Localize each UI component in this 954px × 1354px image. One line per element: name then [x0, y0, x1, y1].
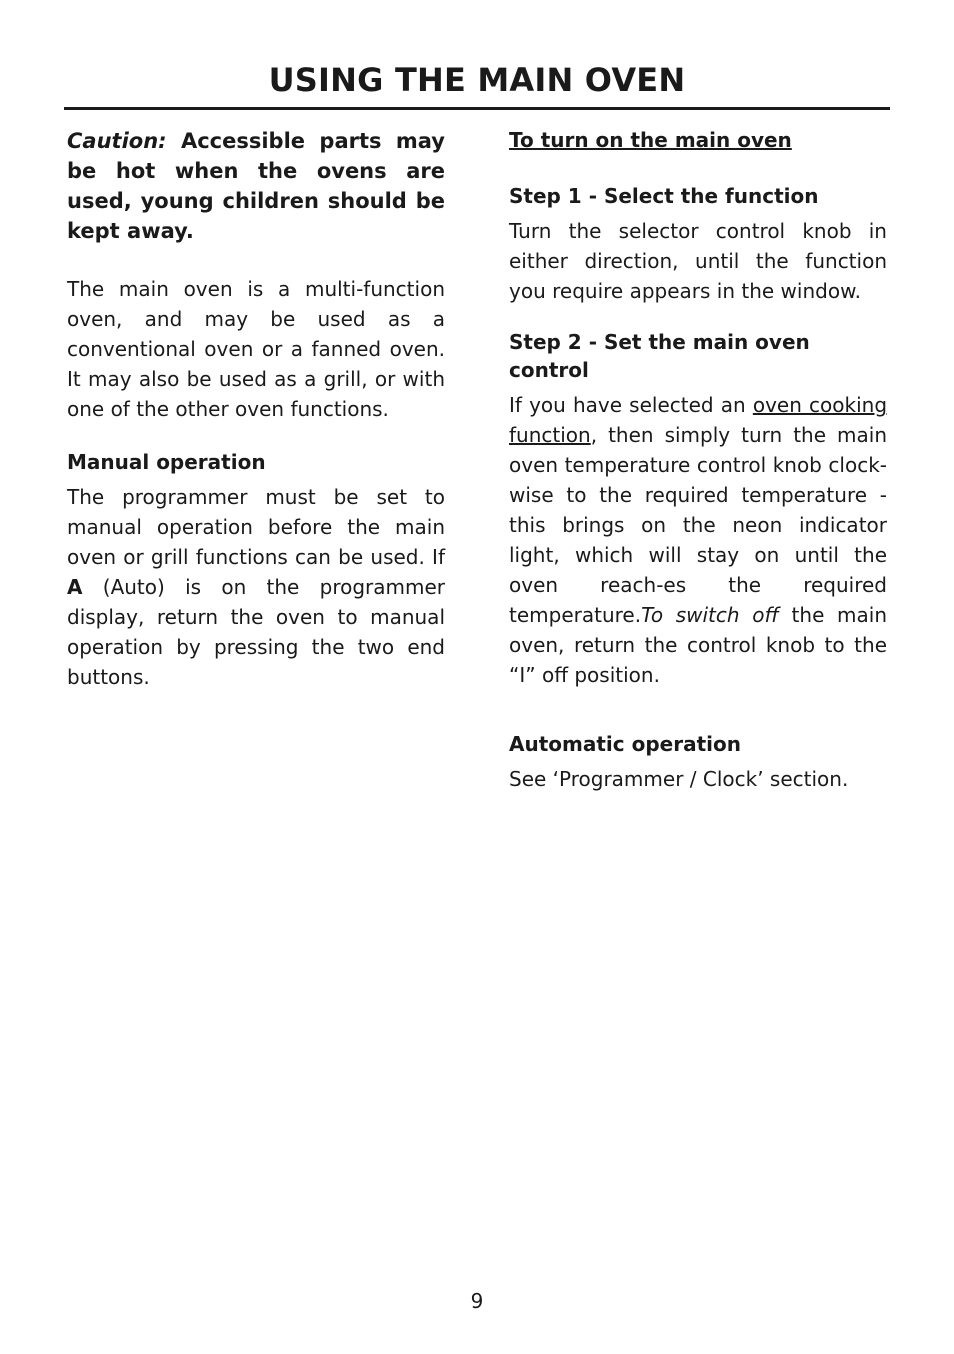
- manual-operation-heading: Manual operation: [67, 450, 266, 474]
- manual-text-part-1: The programmer must be set to manual operation before the main oven or grill functions can be used. If: [67, 485, 445, 569]
- intro-paragraph: The main oven is a multi-function oven, and may be used as a conventional oven or a fanned oven. It may also be used as a grill, or with one of the other oven functions.: [67, 277, 445, 421]
- page-number: 9: [470, 1289, 484, 1313]
- automatic-operation-text: See ‘Programmer / Clock’ section.: [509, 767, 849, 791]
- step1-heading: Step 1 - Select the function: [509, 184, 819, 208]
- right-column: [509, 126, 887, 794]
- caution-notice: [67, 126, 445, 246]
- manual-operation-text: [67, 482, 445, 692]
- title-divider: [64, 107, 890, 110]
- left-column: [67, 126, 445, 692]
- manual-text-part-2: (Auto) is on the programmer display, return the oven to manual operation by pressing the two end buttons.: [67, 575, 446, 689]
- step2-text-part-2: , then simply turn the main oven temperature control knob clock-wise to the required temperature - this brings on the neon indicator light, which will stay on until the oven reach-es the required temperature.: [509, 423, 887, 627]
- automatic-operation-heading: Automatic operation: [509, 732, 741, 756]
- caution-text: Accessible parts may be hot when the ovens are used, young children should be kept away.: [67, 129, 445, 243]
- step2-text-part-3: the main oven, return the control knob to the “I” off position.: [509, 603, 887, 687]
- step2-heading: Step 2 - Set the main oven control: [509, 330, 810, 382]
- caution-label: Caution:: [67, 129, 167, 153]
- step1-text: Turn the selector control knob in either direction, until the function you require appears in the window.: [509, 219, 887, 303]
- switch-off-phrase: To switch off: [641, 603, 779, 627]
- oven-cooking-function-term: oven cooking function: [509, 393, 888, 447]
- step2-text: [509, 390, 887, 690]
- turn-on-heading: To turn on the main oven: [509, 128, 792, 152]
- page-title: USING THE MAIN OVEN: [268, 61, 686, 99]
- step2-text-part-1: If you have selected an: [509, 393, 746, 417]
- auto-indicator-letter: A: [67, 575, 83, 599]
